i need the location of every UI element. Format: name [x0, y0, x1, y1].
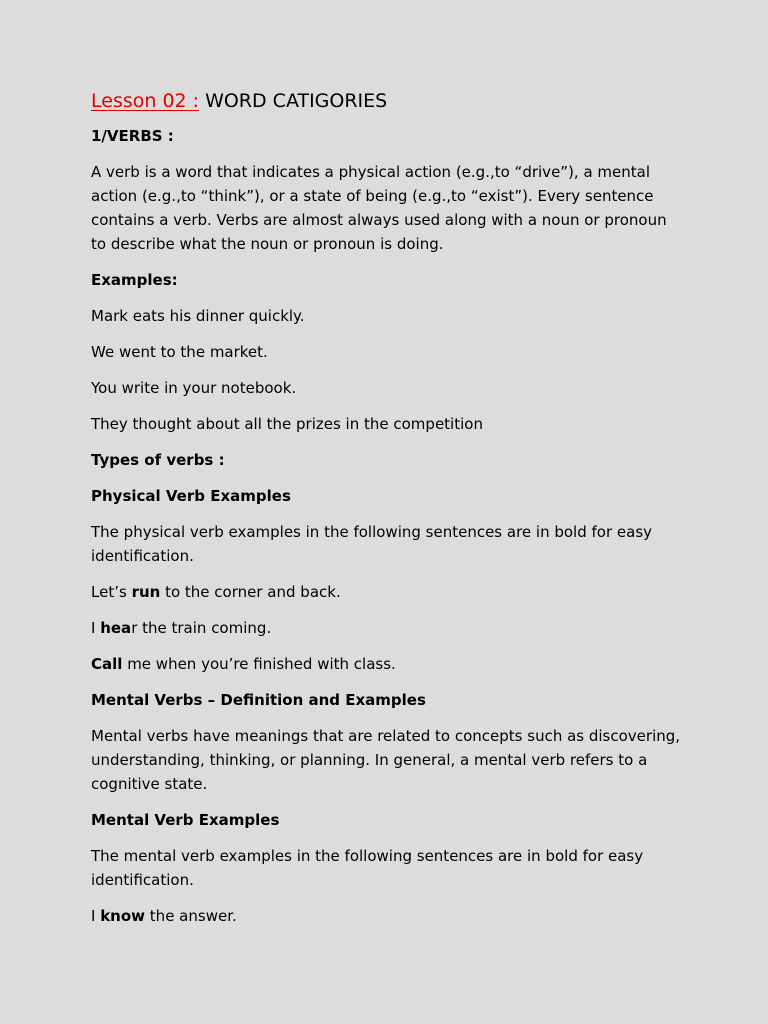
mental-examples-heading: Mental Verb Examples [91, 811, 280, 829]
types-heading: Types of verbs : [91, 451, 225, 469]
highlighted-verb: Call [91, 655, 123, 673]
highlighted-verb: hea [100, 619, 132, 637]
examples-heading: Examples: [91, 271, 178, 289]
mental-verb-heading: Mental Verbs – Definition and Examples [91, 691, 426, 709]
example-text: me when you’re finished with class. [122, 655, 396, 673]
document-content [91, 86, 686, 940]
highlighted-verb: know [100, 907, 146, 925]
highlighted-verb: run [131, 583, 161, 601]
example-text: the answer. [145, 907, 237, 925]
example-text: Let’s [91, 583, 132, 601]
example-sentence: You write in your notebook. [91, 379, 297, 397]
physical-verb-heading: Physical Verb Examples [91, 487, 291, 505]
example-text: I [91, 907, 101, 925]
lesson-topic: WORD CATIGORIES [205, 90, 388, 112]
physical-example-3 [91, 652, 686, 676]
lesson-title [91, 86, 686, 116]
verbs-heading: 1/VERBS : [91, 127, 174, 145]
physical-verb-intro: The physical verb examples in the following sentences are in bold for easy identification. [91, 523, 653, 565]
example-text: I [91, 619, 101, 637]
example-sentence: We went to the market. [91, 343, 268, 361]
example-sentence: They thought about all the prizes in the competition [91, 415, 483, 433]
mental-verb-intro: The mental verb examples in the following sentences are in bold for easy identification. [91, 847, 644, 889]
example-text: r the train coming. [131, 619, 272, 637]
lesson-number: Lesson 02 : [91, 90, 200, 112]
example-text: to the corner and back. [160, 583, 341, 601]
mental-verb-definition: Mental verbs have meanings that are related to concepts such as discovering, understanding, thinking, or planning. In general, a mental verb refers to a cognitive state. [91, 727, 681, 793]
mental-example-1 [91, 904, 686, 928]
physical-example-1 [91, 580, 686, 604]
physical-example-2 [91, 616, 686, 640]
verb-definition: A verb is a word that indicates a physical action (e.g.,to “drive”), a mental action (e.g.,to “think”), or a state of being (e.g.,to “exist”). Every sentence contains a verb. Verbs are almost always used along with a noun or pronoun to describe what the noun or pronoun is doing. [91, 163, 667, 253]
example-sentence: Mark eats his dinner quickly. [91, 307, 305, 325]
